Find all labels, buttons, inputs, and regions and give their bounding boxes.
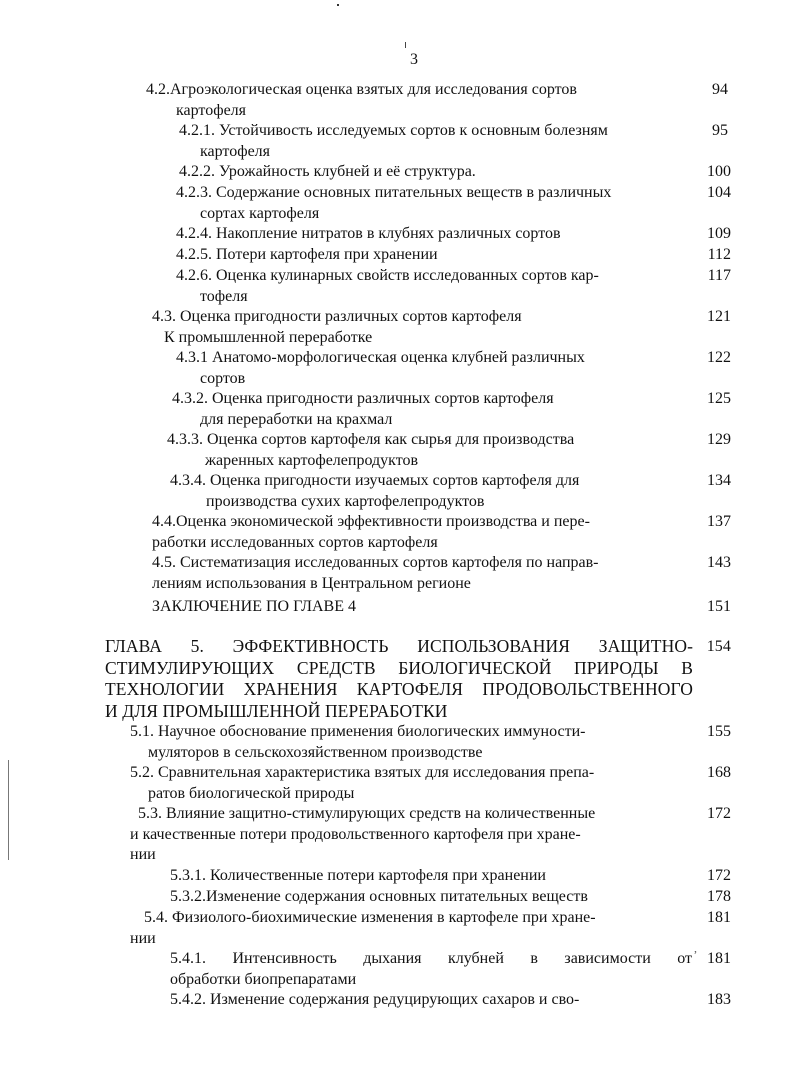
toc-entry-title: 4.3.4. Оценка пригодности изучаемых сортов картофеля для [170, 472, 580, 489]
toc-entry-title: 5.4.2. Изменение содержания редуцирующих сахаров и сво- [170, 991, 580, 1008]
toc-entry-title-cont: К промышленной переработке [164, 328, 373, 346]
toc-entry-title-cont: лениям использования в Центральном регионе [152, 574, 471, 592]
page-number: 3 [410, 51, 418, 68]
toc-entry-title: 4.4.Оценка экономической эффективности производства и пере- [152, 513, 590, 530]
toc-page-number: 100 [707, 163, 731, 180]
scan-tick-mark [405, 42, 406, 48]
toc-page-number: 112 [707, 246, 731, 263]
toc-page-number: 181 [707, 909, 731, 926]
toc-entry-title: 4.3.1 Анатомо-морфологическая оценка клубней различных [176, 349, 585, 366]
toc-page-number: 104 [707, 184, 731, 201]
toc-page-number: 143 [707, 554, 731, 571]
toc-entry-title: 5.3.2.Изменение содержания основных питательных веществ [170, 888, 588, 905]
toc-page-number: 121 [707, 308, 731, 325]
chapter-title-line: СТИМУЛИРУЮЩИХ СРЕДСТВ БИОЛОГИЧЕСКОЙ ПРИРОДЫ В [105, 657, 693, 678]
toc-entry-title-cont: производства сухих картофелепродуктов [206, 492, 485, 510]
margin-line [8, 760, 9, 860]
toc-entry-title: 4.3. Оценка пригодности различных сортов картофеля [152, 308, 522, 325]
toc-entry-title-cont: и качественные потери продовольственного картофеля при хране- [130, 825, 581, 843]
toc-entry-title: 4.2.3. Содержание основных питательных веществ в различных [176, 184, 612, 201]
toc-entry-title: 4.2.1. Устойчивость исследуемых сортов к основным болезням [179, 122, 608, 139]
toc-entry-title: 4.2.Агроэкологическая оценка взятых для исследования сортов [146, 81, 577, 98]
toc-page-number: 168 [707, 764, 731, 781]
toc-entry-title: 4.2.5. Потери картофеля при хранении [176, 246, 438, 263]
toc-page-number: 134 [707, 472, 731, 489]
toc-entry-title: 4.2.4. Накопление нитратов в клубнях различных сортов [176, 225, 561, 242]
toc-entry-title: 5.3.1. Количественные потери картофеля при хранении [170, 867, 546, 884]
toc-entry-title: 4.3.2. Оценка пригодности различных сортов картофеля [172, 390, 554, 407]
chapter-title-line: И ДЛЯ ПРОМЫШЛЕННОЙ ПЕРЕРАБОТКИ [105, 700, 448, 721]
toc-entry-title-cont: тофеля [200, 287, 248, 305]
scan-speck [337, 4, 339, 6]
toc-page-number: 155 [707, 723, 731, 740]
toc-page-number: 109 [707, 225, 731, 242]
chapter-title-line: ТЕХНОЛОГИИ ХРАНЕНИЯ КАРТОФЕЛЯ ПРОДОВОЛЬСТВЕННОГО [105, 679, 693, 699]
toc-page-number: 172 [707, 867, 731, 884]
toc-page-number: 181 [707, 950, 731, 967]
toc-page-number: 94 [712, 81, 728, 98]
toc-entry-title-cont: нии [130, 929, 156, 947]
toc-entry-title: 5.3. Влияние защитно-стимулирующих средств на количественные [138, 805, 596, 822]
toc-entry-title-cont: ратов биологической природы [148, 784, 355, 802]
toc-chapter-5 [105, 636, 731, 726]
toc-page-number: 129 [707, 431, 731, 448]
toc-page-number: 154 [706, 638, 731, 655]
toc-page-number: 183 [707, 991, 731, 1008]
toc-page-number: 178 [707, 888, 731, 905]
toc-entry-title: 4.3.3. Оценка сортов картофеля как сырья для производства [167, 431, 575, 448]
toc-entry-title-cont: сортов [200, 369, 246, 387]
scan-mark: , [694, 941, 697, 955]
toc-entry-title-cont: картофеля [200, 142, 271, 160]
toc-entry-title: 5.1. Научное обоснование применения биологических иммуности- [130, 723, 586, 740]
toc-entry-title-cont: работки исследованных сортов картофеля [152, 533, 438, 551]
toc-page-number: 117 [707, 267, 731, 284]
toc-entry-title-cont: картофеля [176, 101, 247, 119]
toc-entry-title: 4.5. Систематизация исследованных сортов картофеля по направ- [152, 554, 599, 571]
toc-entry-title: 5.4. Физиолого-биохимические изменения в картофеле при хране- [144, 909, 596, 926]
toc-page-number: 172 [707, 805, 731, 822]
toc-entry-title: 5.4.1. Интенсивность дыхания клубней в зависимости от [170, 950, 692, 967]
toc-page-number: 151 [707, 598, 731, 615]
toc-entry-title-cont: для переработки на крахмал [200, 410, 393, 428]
toc-entry-title: ЗАКЛЮЧЕНИЕ ПО ГЛАВЕ 4 [152, 598, 356, 615]
toc-entry-title: 4.2.6. Оценка кулинарных свойств исследованных сортов кар- [176, 267, 599, 284]
toc-entry-title: 4.2.2. Урожайность клубней и её структура. [179, 163, 476, 180]
toc-entry-title-cont: сортах картофеля [200, 204, 320, 222]
toc-page-number: 137 [707, 513, 731, 530]
chapter-title-line: ГЛАВА 5. ЭФФЕКТИВНОСТЬ ИСПОЛЬЗОВАНИЯ ЗАЩИТНО- [105, 636, 693, 656]
toc-entry-title-cont: муляторов в сельскохозяйственном производстве [148, 743, 483, 761]
toc-entry-title-cont: обработки биопрепаратами [170, 970, 357, 988]
toc-entry-title-cont: нии [130, 846, 156, 863]
toc-entry-title-cont: жаренных картофелепродуктов [205, 451, 419, 469]
toc-page-number: 125 [707, 390, 731, 407]
toc-entry-title: 5.2. Сравнительная характеристика взятых для исследования препа- [130, 764, 595, 781]
toc-page-number: 122 [707, 349, 731, 366]
toc-page-number: 95 [712, 122, 728, 139]
